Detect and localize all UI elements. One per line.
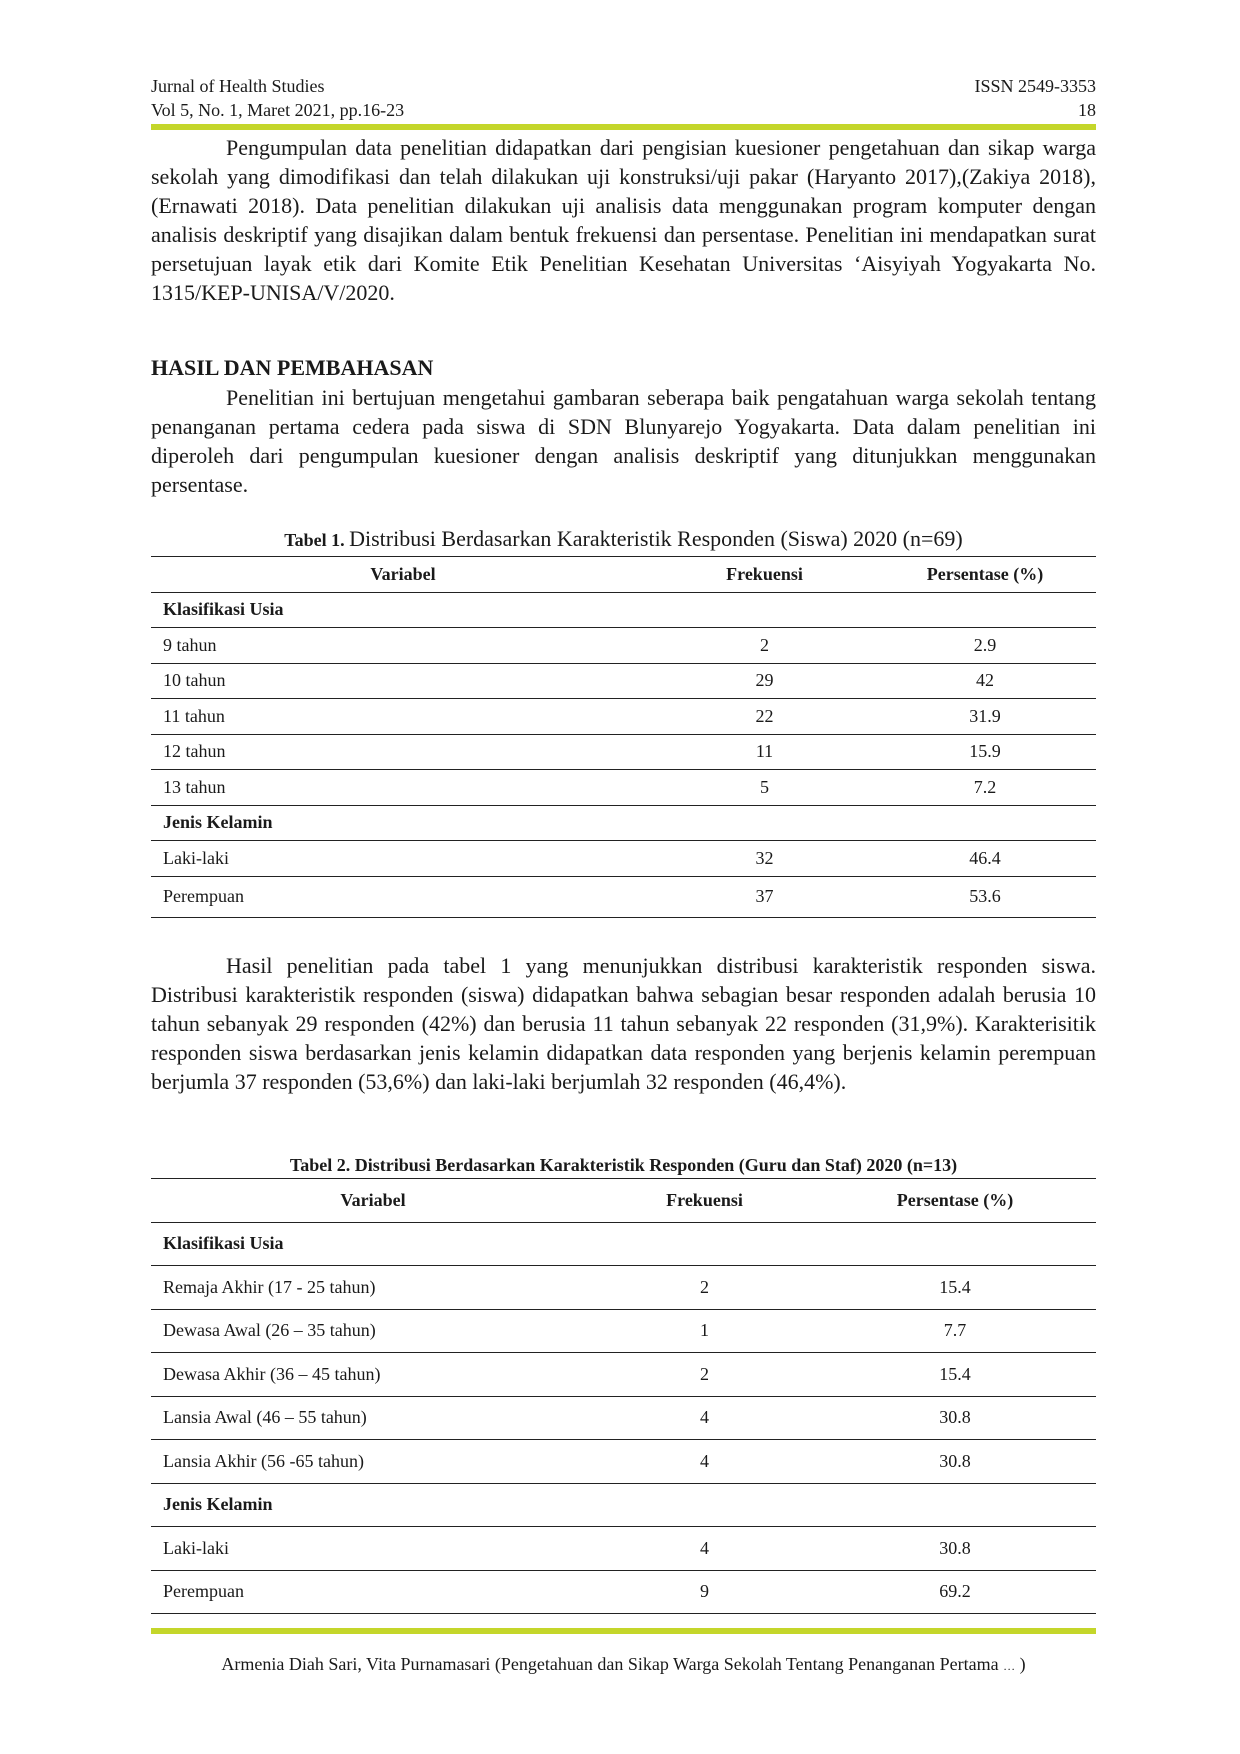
page-header (151, 74, 1096, 122)
footer-ellipsis: … (1003, 1659, 1016, 1673)
table-row: Lansia Akhir (56 -65 tahun) 4 30.8 (151, 1440, 1096, 1484)
table-header: Frekuensi (655, 557, 874, 593)
table-row: Perempuan 37 53.6 (151, 876, 1096, 917)
section-heading: HASIL DAN PEMBAHASAN (151, 355, 434, 380)
footer-title: (Pengetahuan dan Sikap Warga Sekolah Tentang Penanganan Pertama (494, 1654, 999, 1674)
table-group-label: Jenis Kelamin (151, 805, 1096, 841)
page-footer (151, 1652, 1096, 1678)
table-row: Laki-laki 4 30.8 (151, 1527, 1096, 1571)
table-group-label: Klasifikasi Usia (151, 1222, 1096, 1266)
header-divider (151, 124, 1096, 130)
paragraph-methods: Pengumpulan data penelitian didapatkan dari pengisian kuesioner pengetahuan dan sikap warga sekolah yang dimodifikasi dan telah dilakukan uji konstruksi/uji pakar (Haryanto 2017),(Zakiya 2018), (Ernawati 2018). Data penelitian dilakukan uji analisis data menggunakan program komputer dengan analisis deskriptif yang disajikan dalam bentuk frekuensi dan persentase. Penelitian ini mendapatkan surat persetujuan layak etik dari Komite Etik Penelitian Kesehatan Universitas ‘Aisyiyah Yogyakarta No. 1315/KEP-UNISA/V/2020. (151, 135, 1096, 305)
table-row: Dewasa Akhir (36 – 45 tahun) 2 15.4 (151, 1353, 1096, 1397)
table-row: 10 tahun 29 42 (151, 663, 1096, 699)
table-header: Variabel (151, 1179, 595, 1223)
table2-caption: Tabel 2. Distribusi Berdasarkan Karakteristik Responden (Guru dan Staf) 2020 (n=13) (289, 1155, 958, 1175)
table-row: Dewasa Awal (26 – 35 tahun) 1 7.7 (151, 1309, 1096, 1353)
journal-name: Jurnal of Health Studies (151, 76, 325, 96)
footer-authors: Armenia Diah Sari, Vita Purnamasari (221, 1654, 491, 1674)
table-row: Laki-laki 32 46.4 (151, 841, 1096, 877)
paragraph-table1-discussion: Hasil penelitian pada tabel 1 yang menunjukkan distribusi karakteristik responden siswa. Distribusi karakteristik responden (siswa) didapatkan bahwa sebagian besar responden adalah berusia 10 tahun sebanyak 29 responden (42%) dan berusia 11 tahun sebanyak 22 responden (31,9%). Karakterisitik responden siswa berdasarkan jenis kelamin didapatkan data responden yang berjenis kelamin perempuan berjumla 37 responden (53,6%) dan laki-laki berjumlah 32 responden (46,4%). (151, 953, 1096, 1094)
table-row: Lansia Awal (46 – 55 tahun) 4 30.8 (151, 1396, 1096, 1440)
table-row: Perempuan 9 69.2 (151, 1570, 1096, 1614)
table-1 (151, 556, 1096, 918)
table-2 (151, 1178, 1096, 1614)
table-header: Frekuensi (595, 1179, 814, 1223)
table-row: 12 tahun 11 15.9 (151, 734, 1096, 770)
page-number: 18 (1078, 100, 1096, 120)
table-row: 9 tahun 2 2.9 (151, 628, 1096, 664)
table-group-label: Jenis Kelamin (151, 1483, 1096, 1527)
issn: ISSN 2549-3353 (974, 76, 1096, 96)
table-header: Persentase (%) (874, 557, 1096, 593)
footer-divider (151, 1628, 1096, 1634)
footer-close: ) (1019, 1654, 1026, 1674)
table1-caption: Tabel 1. Distribusi Berdasarkan Karakteristik Responden (Siswa) 2020 (n=69) (284, 526, 963, 551)
table-header: Persentase (%) (814, 1179, 1096, 1223)
table-row: Remaja Akhir (17 - 25 tahun) 2 15.4 (151, 1266, 1096, 1310)
table-row: 13 tahun 5 7.2 (151, 770, 1096, 806)
table-group-label: Klasifikasi Usia (151, 592, 1096, 628)
table-header: Variabel (151, 557, 655, 593)
table-row: 11 tahun 22 31.9 (151, 699, 1096, 735)
volume-info: Vol 5, No. 1, Maret 2021, pp.16-23 (151, 100, 405, 120)
paragraph-results-intro: Penelitian ini bertujuan mengetahui gambaran seberapa baik pengatahuan warga sekolah tentang penanganan pertama cedera pada siswa di SDN Blunyarejo Yogyakarta. Data dalam penelitian ini diperoleh dari pengumpulan kuesioner dengan analisis deskriptif yang ditunjukkan menggunakan persentase. (151, 385, 1096, 497)
